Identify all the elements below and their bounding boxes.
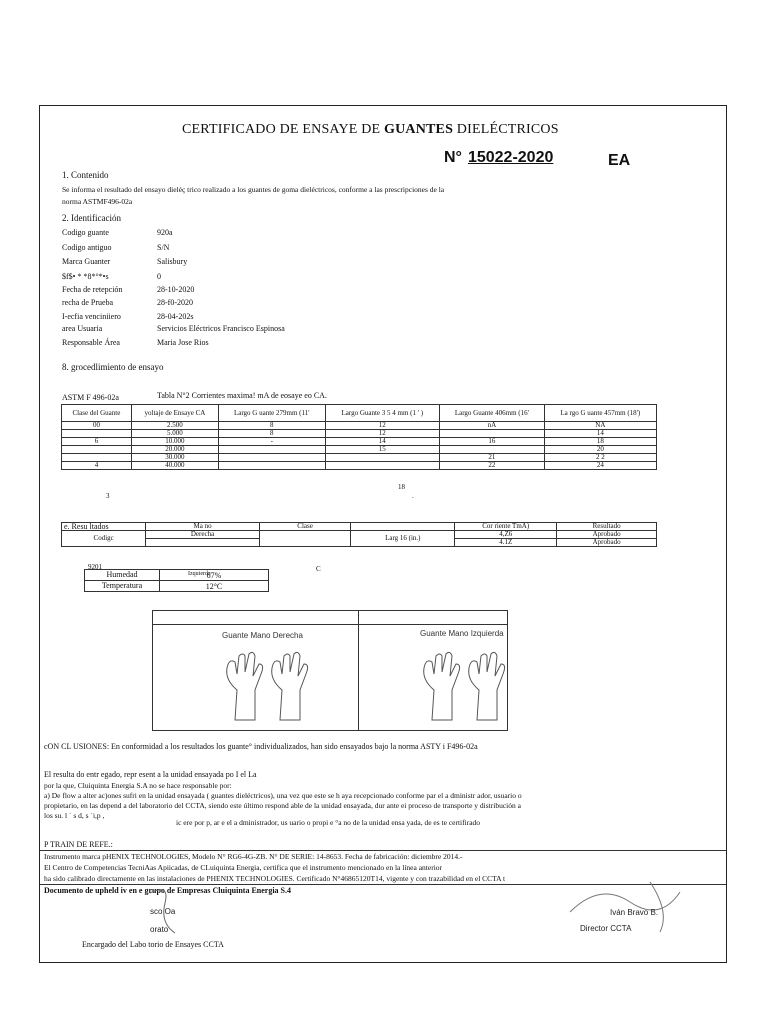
results-largo: Larg 16 (in.) [351, 531, 455, 547]
notes-line2: por la que, Cluiquinta Energia S.A no se hace responsable por: [44, 781, 232, 790]
limits-cell: - [218, 438, 325, 446]
results-c: C [316, 565, 321, 573]
ea-mark: EA [608, 152, 631, 169]
ident-label: Marca Guanter [62, 257, 111, 266]
notes-line4: propietario, en las depend a del laboratorio del CCTA, siendo este último respond able de la unidad ensayada, dur ante ei proceso de transporte y distribución a [44, 801, 521, 810]
limits-cell: 10.000 [131, 438, 218, 446]
table-row [62, 422, 657, 430]
results-izquierda: Izquierda [188, 571, 211, 577]
limits-header-cell: Largo G uante 279mm (11' [218, 405, 325, 422]
table-extra-value: 18 [398, 483, 405, 491]
ident-value: 0 [157, 272, 161, 281]
limits-cell: 14 [325, 438, 440, 446]
results-corriente-1: 4,Z6 [455, 531, 557, 539]
astm-label: ASTM F 496-02a [62, 393, 119, 402]
ident-value: Salisbury [157, 257, 188, 266]
ident-label: Fecha de retepción [62, 285, 123, 294]
ident-label: Codigo guante [62, 228, 109, 237]
table-extra-dot: . [412, 492, 414, 500]
limits-cell: 15 [325, 446, 440, 454]
results-mano-empty [146, 539, 259, 547]
table-row [62, 462, 657, 470]
section-procedimiento-heading: 8. grocedlimiento de ensayo [62, 362, 164, 372]
current-limits-table [61, 404, 657, 470]
notes-line3: a) De flow a alter ac)ones sufri en la unidad ensayada ( guantes dieléctricos), una vez que este se h aya recepcionado conforme par el a dministr ador, usuario o [44, 791, 522, 800]
notes-line1: El resulta do entr egado, repr esent a la unidad ensayada po I el La [44, 770, 257, 779]
ident-label: Codigo antiguo [62, 243, 112, 252]
results-table [61, 522, 657, 547]
results-header-corriente: Cor riente TmA) [455, 523, 557, 531]
document-title: CERTIFICADO DE ENSAYE DE GUANTES DIELÉCTRICOS [182, 122, 559, 137]
limits-cell: 00 [62, 422, 132, 430]
results-codigo: Codigc [62, 531, 146, 547]
limits-header-cell: Largo Guante 406mm (16' [440, 405, 545, 422]
limits-cell: 5.000 [131, 430, 218, 438]
certificate-number: N° 15022-2020 [444, 149, 554, 166]
results-mano-derecha: Derecha [146, 531, 259, 539]
signature-left-line1: sco Oa [150, 907, 176, 916]
limits-cell [218, 454, 325, 462]
limits-cell: 30.000 [131, 454, 218, 462]
limits-header-cell: Clase del Guante [62, 405, 132, 422]
limits-header-cell: Largo Guante 3 5 4 mm (1 ' ) [325, 405, 440, 422]
limits-cell [325, 462, 440, 470]
results-header-blank [351, 523, 455, 531]
conclusions-text: cON CL USIONES: En conformidad a los resultados los guante° individualizados, han sido ensayados bajo la norma ASTY i F496-02a [44, 742, 478, 751]
train-line1: Instrumento marca pHENIX TECHNOLOGIES, Modelo N° RG6-4G-ZB. N° DE SERIE: 14-8653. Fecha de fabricación: diciembre 2014.- [44, 852, 463, 861]
limits-cell: 12 [325, 422, 440, 430]
results-resultado-1: Aprobado [557, 531, 657, 539]
glove-right-illustration [205, 650, 315, 725]
ident-value: 920a [157, 228, 173, 237]
limits-cell: 16 [440, 438, 545, 446]
results-clase [259, 531, 351, 547]
ident-label: $f$• * *8*°*•s [62, 272, 109, 281]
limits-cell: 12 [325, 430, 440, 438]
limits-cell [218, 462, 325, 470]
limits-cell: NA [544, 422, 656, 430]
ident-label: Responsable Área [62, 338, 120, 347]
signature-left-line2: orato [150, 925, 169, 934]
table-row [62, 438, 657, 446]
glove-left-illustration [402, 650, 512, 725]
results-corriente-2: 4.1Z [455, 539, 557, 547]
temperatura-label: Temperatura [85, 581, 160, 592]
limits-cell: 20.000 [131, 446, 218, 454]
glove-right-label: Guante Mano Derecha [222, 631, 303, 640]
limits-cell: nA [440, 422, 545, 430]
results-header-clase: Clase [259, 523, 351, 531]
ident-label: area Usuaria [62, 324, 103, 333]
signature-left-role: Encargado del Labo torio de Ensayes CCTA [82, 940, 224, 949]
limits-cell [325, 454, 440, 462]
ident-value: 28-f0-2020 [157, 298, 193, 307]
results-header-mano: Ma no [146, 523, 259, 531]
temperatura-value: 12°C [160, 581, 269, 592]
limits-cell: 2.500 [131, 422, 218, 430]
section-contenido-heading: 1. Contenido [62, 170, 109, 180]
limits-cell [218, 446, 325, 454]
limits-cell: 20 [544, 446, 656, 454]
ident-value: S/N [157, 243, 170, 252]
ident-value: Maria Jose Rios [157, 338, 209, 347]
results-code: 9201 [88, 563, 102, 571]
table-row [62, 454, 657, 462]
limits-cell: 4 [62, 462, 132, 470]
ident-value: 28-10-2020 [157, 285, 195, 294]
ident-label: I-ecfia venciniiero [62, 312, 121, 321]
section-contenido-line1: Se informa el resultado del ensayo dieléç trico realizado a los guantes de goma dieléctricos, conforme a las prescripciones de la [62, 185, 445, 194]
limits-header-cell: La rgo G uante 457mm (18') [544, 405, 656, 422]
limits-header-cell: yoltaje de Ensaye CA [131, 405, 218, 422]
humedad-value: 67% [160, 570, 269, 581]
glove-left-label: Guante Mano Izquierda [420, 629, 504, 638]
signature-right-role: Director CCTA [580, 924, 632, 933]
limits-cell: 18 [544, 438, 656, 446]
table-row [62, 430, 657, 438]
notes-line5: los su. l ˙ s d, s ˙i,p , [44, 811, 105, 820]
train-line2: El Centro de Competencias TecniAas Apiicadas, de CLuiquinta Energia, certifica que el instrumento mencionado en la línea anterior [44, 863, 443, 872]
footer-document-note: Documento de upheld iv en e grupo de Empresas Cluiquinta Energia S.4 [44, 886, 291, 895]
limits-cell: 14 [544, 430, 656, 438]
section-contenido-line2: norma ASTMF496-02a [62, 197, 133, 206]
notes-line6: ic ere por p, ar e el a dministrador, us uario o propi e °a no de la unidad ensa yada, de es te certifirado [176, 818, 481, 827]
ident-value: Servicios Eléctricos Francisco Espinosa [157, 324, 285, 333]
ident-label: recha de Prueba [62, 298, 114, 307]
table-row [62, 446, 657, 454]
limits-cell: 2 2 [544, 454, 656, 462]
results-resultado-2: Aprobado [557, 539, 657, 547]
train-heading: P TRAIN DE REFE.: [44, 840, 113, 849]
train-line3: ha sido calibrado directamente en las instalaciones de PHENIX TECHNOLOGIES. Certificado N°46865120T14, vigente y con trazabilidad en el CCTA t [44, 874, 506, 883]
limits-cell: 21 [440, 454, 545, 462]
results-header-resultado: Resultado [557, 523, 657, 531]
section-identificacion-heading: 2. Identificación [62, 213, 121, 223]
limits-cell: 24 [544, 462, 656, 470]
limits-cell: 6 [62, 438, 132, 446]
limits-cell: 8 [218, 422, 325, 430]
table-extra-class: 3 [106, 492, 110, 500]
tabla-caption: Tabla N°2 Corrientes maxima! mA de eosaye eo CA. [157, 391, 327, 400]
results-heading: e. Resu ltados [62, 523, 146, 531]
humedad-label: Humedad [85, 570, 160, 581]
ident-value: 28-04-202s [157, 312, 194, 321]
limits-cell: 22 [440, 462, 545, 470]
limits-cell: 40.000 [131, 462, 218, 470]
environment-table [84, 569, 269, 592]
limits-cell: 8 [218, 430, 325, 438]
limits-cell [62, 446, 132, 454]
signature-right-name: Iván Bravo B. [610, 908, 659, 917]
